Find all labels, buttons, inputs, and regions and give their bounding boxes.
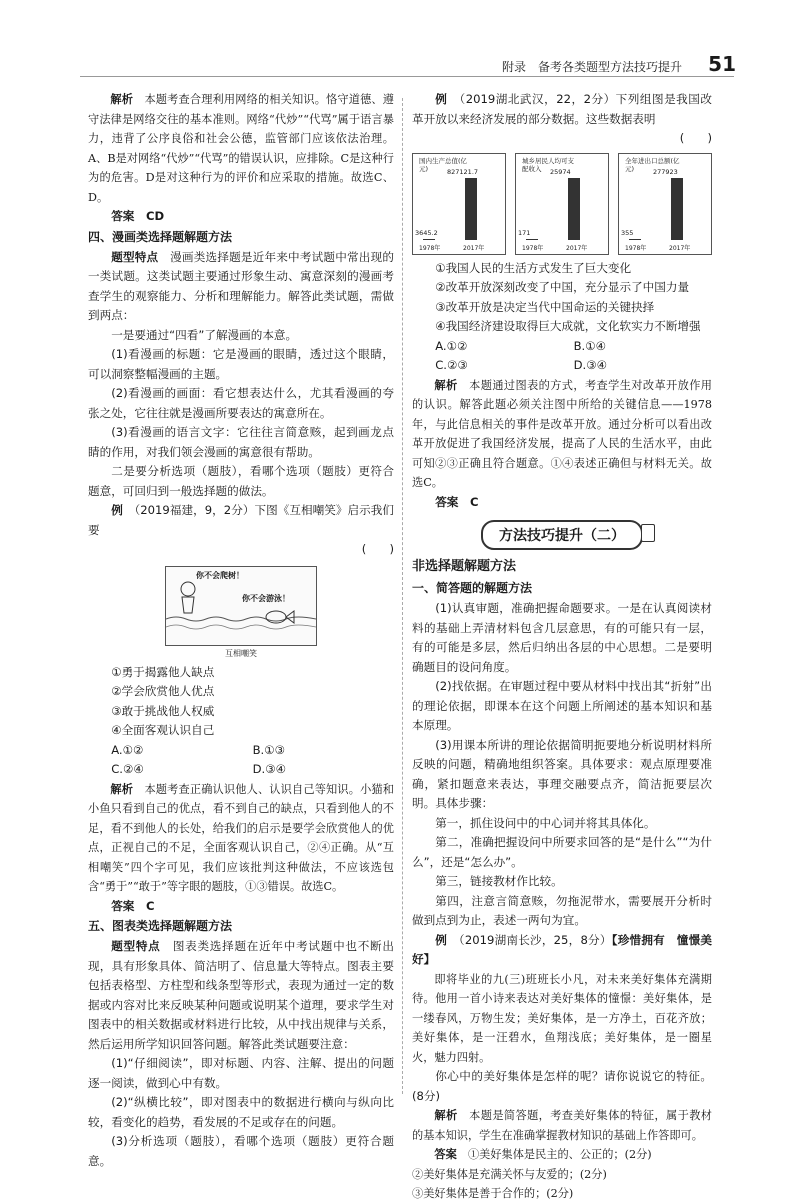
paragraph: (1)认真审题，准确把握命题要求。一是在认真阅读材料的基础上弄清材料包含几层意思，有的可能只有一层，有的可能是多层，然后归纳出各层的中心思想。二是要明确题目的设问角度。 bbox=[412, 601, 712, 674]
data-label-2017: 25974 bbox=[550, 167, 571, 176]
example-3 bbox=[412, 931, 712, 970]
bar-chart-2 bbox=[515, 153, 609, 255]
data-label-1978: 3645.2 bbox=[415, 228, 438, 237]
tick-label-2017: 2017年 bbox=[566, 244, 588, 252]
choice-a: A.①② bbox=[435, 338, 468, 353]
analysis-text: 本题考查正确认识他人、认识自己等知识。小猫和小鱼只看到自己的优点，看不到自己的缺点，只看到他人的不足，看不到他人的长处，给我们的启示是要学会欣赏他人的优点，正视自己的不足，全面客观认识自己，②④正确。从“互相嘲笑”四个字可见，我们应该批判这种做法，不应该选包含“勇于”“敢于”等字眼的题肢，①③错误。故选C。 bbox=[88, 782, 394, 893]
tick-label-2017: 2017年 bbox=[669, 244, 691, 252]
cartoon-speech-fish: 你不会游泳！ bbox=[242, 593, 290, 603]
example-tag: 【珍惜拥有 憧憬美好】 bbox=[412, 932, 712, 966]
choice-d: D.③④ bbox=[252, 762, 286, 776]
paragraph: 一是要通过“四看”了解漫画的本意。 bbox=[111, 327, 298, 342]
analysis-text: 本题通过图表的方式，考查学生对改革开放作用的认识。解答此题必须关注图中所给的关键信息——1978年，与此信息相关的事件是改革开放。通过分析可以看出改革开放促进了我国经济发展，提高了人民的生活水平，由此可知②③正确且符合题意。①④表述正确但与材料无关。故选C。 bbox=[412, 378, 712, 489]
paragraph: (2)“纵横比较”，即对图表中的数据进行横向与纵向比较，看变化的趋势，看发展的不足或存在的问题。 bbox=[88, 1095, 394, 1129]
analysis-text: 本题是简答题，考查美好集体的特征，属于教材的基本知识，学生在准确掌握教材知识的基础上作答即可。 bbox=[412, 1109, 712, 1142]
section-heading-4: 四、漫画类选择题解题方法 bbox=[88, 229, 233, 244]
feature-text: 漫画类选择题是近年来中考试题中常出现的一类试题。这类试题主要通过形象生动、寓意深刻的漫画考查学生的观察能力、分析和理解能力。解答此类试题，需做到两点： bbox=[88, 249, 394, 322]
analysis-label: 解析 bbox=[110, 92, 134, 106]
bar-1978 bbox=[526, 239, 538, 240]
data-label-1978: 171 bbox=[518, 228, 531, 237]
cartoon-image bbox=[165, 566, 317, 646]
analysis-3 bbox=[412, 376, 712, 493]
analysis-label: 解析 bbox=[434, 1108, 458, 1122]
chart-title: 全年进出口总额(亿元) bbox=[625, 156, 680, 173]
choice-c: C.②④ bbox=[111, 762, 144, 776]
answer-blank: ( ) bbox=[679, 131, 712, 145]
chart-title: 国内生产总值(亿元) bbox=[419, 156, 468, 173]
example-2 bbox=[412, 90, 712, 129]
option: ③敢于挑战他人权威 bbox=[111, 703, 215, 718]
bar-chart-3 bbox=[618, 153, 712, 255]
example-text: （2019福建，9，2分）下图《互相嘲笑》启示我们要 bbox=[88, 503, 394, 537]
data-label-2017: 827121.7 bbox=[447, 167, 479, 176]
example-question: 你心中的美好集体是怎样的呢？请你说说它的特征。(8分) bbox=[412, 1069, 712, 1103]
tick-label-2017: 2017年 bbox=[463, 244, 485, 252]
paragraph: (2)看漫画的画面：看它想表达什么，尤其看漫画的夸张之处，它往往就是漫画所要表达的寓意所在。 bbox=[88, 386, 394, 420]
analysis-4 bbox=[412, 1106, 712, 1145]
example-label: 例 bbox=[111, 503, 123, 517]
paragraph: (2)找依据。在审题过程中要从材料中找出其“折射”出的理论依据，即课本在这个问题上所阐述的基本知识和基本原理。 bbox=[412, 679, 712, 732]
bar-chart-1 bbox=[412, 153, 506, 255]
column-divider bbox=[402, 98, 403, 1094]
analysis-text: 本题考查合理利用网络的相关知识。恪守道德、遵守法律是网络交往的基本准则。网络“代炒”“代骂”属于语言暴力，违背了公序良俗和社会公德，监管部门应该依法治理。A、B是对网络“代炒”“代骂”的错误认识，应排除。C是这种行为的危害。D是对这种行为的评价和应采取的措施。故选C、D。 bbox=[88, 93, 394, 204]
choice-d: D.③④ bbox=[573, 358, 607, 372]
answer-label: 答案 bbox=[111, 898, 135, 913]
feature-text: 图表类选择题在近年中考试题中也不断出现，具有形象具体、简洁明了、信息量大等特点。图表主要包括表格型、方柱型和线条型等形式，表现为通过一定的数据或内容对比来反映某种问题或说明某个道理，要求学生对图表中的相关数据或材料进行比较，从中找出规律与关系，然后运用所学知识回答问题。解答此类试题要注意： bbox=[88, 939, 394, 1051]
answer-line: ②美好集体是充满关怀与友爱的；(2分) bbox=[412, 1167, 607, 1181]
bar-1978 bbox=[423, 239, 435, 240]
choice-b: B.①④ bbox=[573, 338, 607, 353]
step: 第二，准确把握设问中所要求回答的是“是什么”“为什么”，还是“怎么办”。 bbox=[412, 835, 712, 869]
paragraph: (3)用课本所讲的理论依据简明扼要地分析说明材料所反映的问题，精确地组织答案。具体要求：观点原理要准确，紧扣题意来表达，事理交融要点齐，简洁扼要层次明。具体步骤： bbox=[412, 737, 712, 810]
example-text: （2019湖北武汉，22，2分）下列组图是我国改革开放以来经济发展的部分数据。这些数据表明 bbox=[412, 92, 712, 126]
data-label-2017: 277923 bbox=[653, 167, 678, 176]
answer-line: ①美好集体是民主的、公正的；(2分) bbox=[467, 1148, 652, 1161]
answer-2 bbox=[88, 897, 394, 917]
step: 第三，链接教材作比较。 bbox=[435, 874, 563, 888]
answer-value: CD bbox=[146, 209, 165, 223]
tick-label-1978: 1978年 bbox=[522, 244, 544, 252]
answer-label: 答案 bbox=[435, 494, 459, 509]
step: 第四，注意言简意赅，勿拖泥带水，需要展开分析时做到点到为止，表述一两句为宜。 bbox=[412, 893, 712, 927]
option: ③改革开放是决定当代中国命运的关键抉择 bbox=[435, 299, 655, 314]
answer-label: 答案 bbox=[111, 209, 135, 223]
example-1 bbox=[88, 501, 394, 540]
breadcrumb: 附录 备考各类题型方法技巧提升 bbox=[501, 60, 682, 74]
option: ①我国人民的生活方式发生了巨大变化 bbox=[435, 260, 632, 275]
step: 第一，抓住设问中的中心词并将其具体化。 bbox=[435, 815, 656, 830]
analysis-label: 解析 bbox=[110, 781, 134, 796]
bar-2017 bbox=[568, 178, 580, 240]
option: ①勇于揭露他人缺点 bbox=[111, 664, 215, 679]
feature-4 bbox=[88, 248, 394, 326]
paragraph: (1)“仔细阅读”，即对标题、内容、注解、提出的问题逐一阅读，做到心中有数。 bbox=[88, 1056, 394, 1090]
right-column bbox=[412, 90, 712, 1204]
option: ②改革开放深刻改变了中国，充分显示了中国力量 bbox=[435, 280, 690, 294]
choices-row bbox=[88, 741, 394, 761]
option: ②学会欣赏他人优点 bbox=[111, 684, 215, 698]
answer-label: 答案 bbox=[434, 1147, 457, 1161]
paragraph: (1)看漫画的标题：它是漫画的眼睛，透过这个眼睛，可以洞察整幅漫画的主题。 bbox=[88, 347, 394, 381]
page-number: 51 bbox=[708, 52, 736, 76]
banner-title: 方法技巧提升（二） bbox=[499, 528, 625, 544]
analysis-2 bbox=[88, 780, 394, 897]
section-heading-1: 一、简答题的解题方法 bbox=[412, 581, 533, 595]
cartoon-drawing bbox=[166, 567, 316, 645]
choices-row bbox=[88, 760, 394, 780]
section-banner bbox=[481, 520, 643, 550]
notepad-icon bbox=[641, 524, 655, 542]
chart-title: 城乡居民人均可支配收入 bbox=[522, 156, 574, 173]
answer-value: C bbox=[146, 898, 155, 913]
chart-group bbox=[412, 153, 712, 255]
data-label-1978: 355 bbox=[621, 228, 634, 237]
paragraph: (3)分析选项（题肢），看哪个选项（题肢）更符合题意。 bbox=[88, 1134, 394, 1168]
choice-c: C.②③ bbox=[435, 358, 468, 372]
left-column bbox=[88, 90, 394, 1171]
option: ④全面客观认识自己 bbox=[111, 723, 215, 737]
page-header bbox=[0, 0, 794, 84]
feature-5 bbox=[88, 937, 394, 1054]
feature-label: 题型特点 bbox=[111, 249, 159, 264]
tick-label-1978: 1978年 bbox=[419, 244, 441, 252]
section-heading-5: 五、图表类选择题解题方法 bbox=[88, 919, 233, 933]
choice-b: B.①③ bbox=[252, 742, 286, 757]
big-heading: 非选择题解题方法 bbox=[412, 559, 517, 574]
cartoon-speech-cat: 你不会爬树！ bbox=[196, 570, 244, 580]
answer-1 bbox=[88, 207, 394, 227]
choices-row bbox=[412, 337, 712, 357]
answer-value: C bbox=[470, 494, 479, 509]
analysis-1 bbox=[88, 90, 394, 207]
example-source: （2019湖南长沙，25，8分） bbox=[458, 932, 612, 947]
feature-label: 题型特点 bbox=[111, 939, 161, 953]
choice-a: A.①② bbox=[111, 742, 144, 757]
tick-label-1978: 1978年 bbox=[625, 244, 647, 252]
example-label: 例 bbox=[435, 92, 448, 106]
bar-2017 bbox=[465, 178, 477, 240]
answer-3 bbox=[412, 493, 712, 513]
answer-4 bbox=[412, 1145, 712, 1165]
bar-1978 bbox=[629, 239, 641, 240]
answer-blank: ( ) bbox=[361, 542, 394, 556]
answer-line: ③美好集体是善于合作的；(2分) bbox=[412, 1187, 574, 1200]
cartoon-caption: 互相嘲笑 bbox=[225, 648, 257, 658]
option: ④我国经济建设取得巨大成就，文化软实力不断增强 bbox=[435, 319, 701, 333]
analysis-label: 解析 bbox=[434, 377, 458, 392]
bar-2017 bbox=[671, 178, 683, 240]
example-material: 即将毕业的九(三)班班长小凡，对未来美好集体充满期待。他用一首小诗来表达对美好集体的憧憬：美好集体，是一缕春风，万物生发；美好集体，是一方净土，百花齐放；美好集体，是一汪碧水，鱼翔浅底；美好集体，是一圈星火，魅力四射。 bbox=[412, 972, 712, 1064]
paragraph: (3)看漫画的语言文字：它往往言简意赅，起到画龙点睛的作用，对我们领会漫画的寓意很有帮助。 bbox=[88, 425, 394, 459]
choices-row bbox=[412, 356, 712, 376]
paragraph: 二是要分析选项（题肢），看哪个选项（题肢）更符合题意，可回归到一般选择题的做法。 bbox=[88, 464, 394, 498]
header-rule bbox=[80, 76, 734, 77]
example-label: 例 bbox=[435, 932, 448, 947]
